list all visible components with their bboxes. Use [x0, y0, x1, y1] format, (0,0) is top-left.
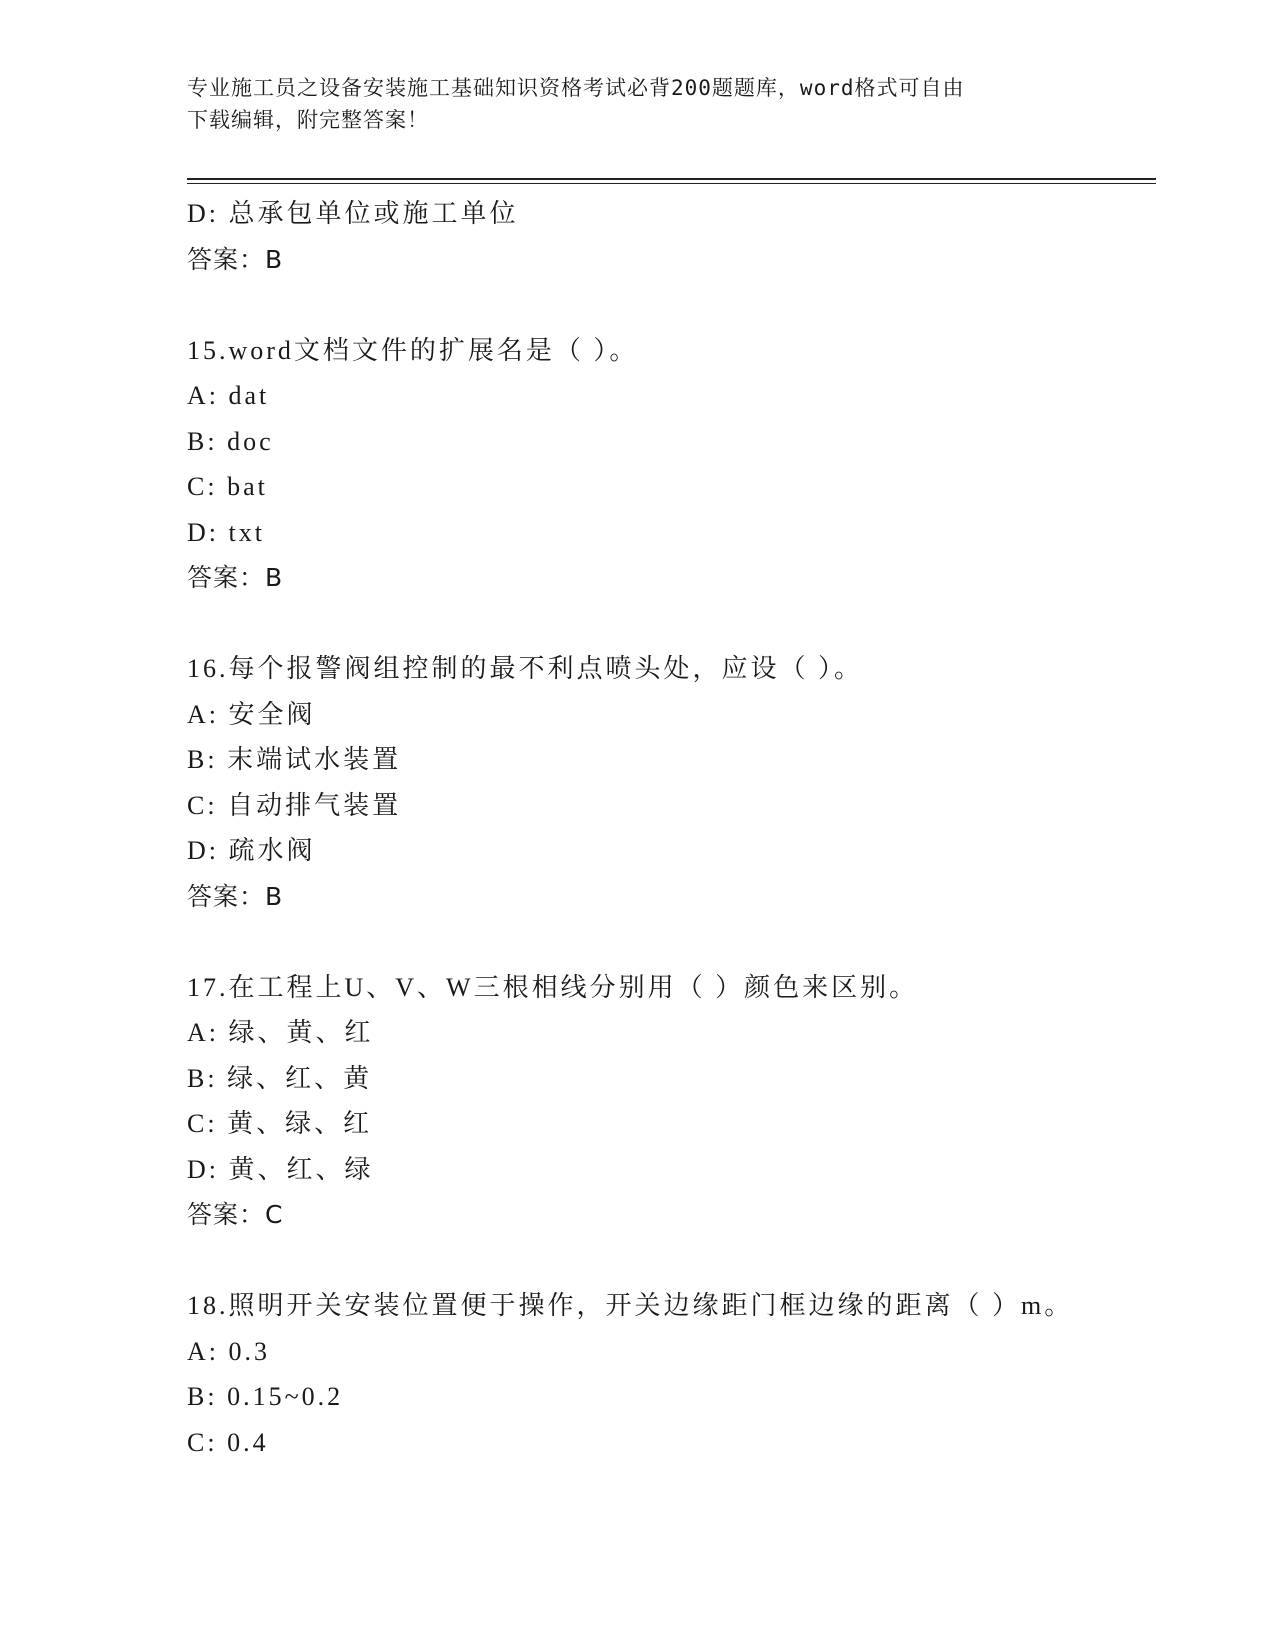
option-a: A: 绿、黄、红	[187, 1018, 374, 1047]
question-title: 15.word文档文件的扩展名是（ ）。	[187, 335, 639, 365]
option-a: A: 0.3	[187, 1336, 270, 1366]
option-d: D: txt	[187, 517, 265, 547]
spacer	[187, 919, 1156, 965]
question-title: 18.照明开关安装位置便于操作，开关边缘距门框边缘的距离（ ）m。	[187, 1291, 1074, 1320]
question-title: 16.每个报警阀组控制的最不利点喷头处，应设（ ）。	[187, 654, 864, 683]
header-line-1: 专业施工员之设备安装施工基础知识资格考试必背200题题库，word格式可自由	[187, 76, 965, 100]
header-divider-thick	[187, 178, 1156, 180]
spacer	[187, 601, 1156, 647]
question-18	[187, 1283, 1156, 1465]
spacer	[187, 282, 1156, 328]
document-body	[187, 191, 1156, 1465]
option-c: C: 自动排气装置	[187, 790, 402, 820]
option-b: B: 末端试水装置	[187, 745, 402, 774]
prev-option-d: D: 总承包单位或施工单位	[187, 199, 519, 228]
option-b: B: 0.15~0.2	[187, 1382, 344, 1411]
option-b: B: 绿、红、黄	[187, 1063, 373, 1093]
question-16	[187, 646, 1156, 919]
answer: 答案：C	[187, 1200, 284, 1229]
option-b: B: doc	[187, 426, 274, 456]
option-d: D: 疏水阀	[187, 836, 316, 865]
option-a: A: dat	[187, 381, 270, 410]
question-15	[187, 328, 1156, 601]
answer: 答案：B	[187, 881, 284, 911]
option-d: D: 黄、红、绿	[187, 1154, 374, 1184]
header-line-2: 下载编辑，附完整答案！	[187, 108, 429, 132]
question-17	[187, 965, 1156, 1238]
spacer	[187, 1238, 1156, 1284]
prev-answer: 答案：B	[187, 244, 284, 274]
option-c: C: bat	[187, 472, 268, 501]
answer: 答案：B	[187, 563, 284, 592]
option-a: A: 安全阀	[187, 699, 316, 729]
header-divider-thin	[187, 183, 1156, 184]
document-header	[187, 72, 1087, 136]
option-c: C: 黄、绿、红	[187, 1109, 373, 1138]
question-title: 17.在工程上U、V、W三根相线分别用（ ）颜色来区别。	[187, 972, 919, 1002]
option-c: C: 0.4	[187, 1427, 269, 1457]
